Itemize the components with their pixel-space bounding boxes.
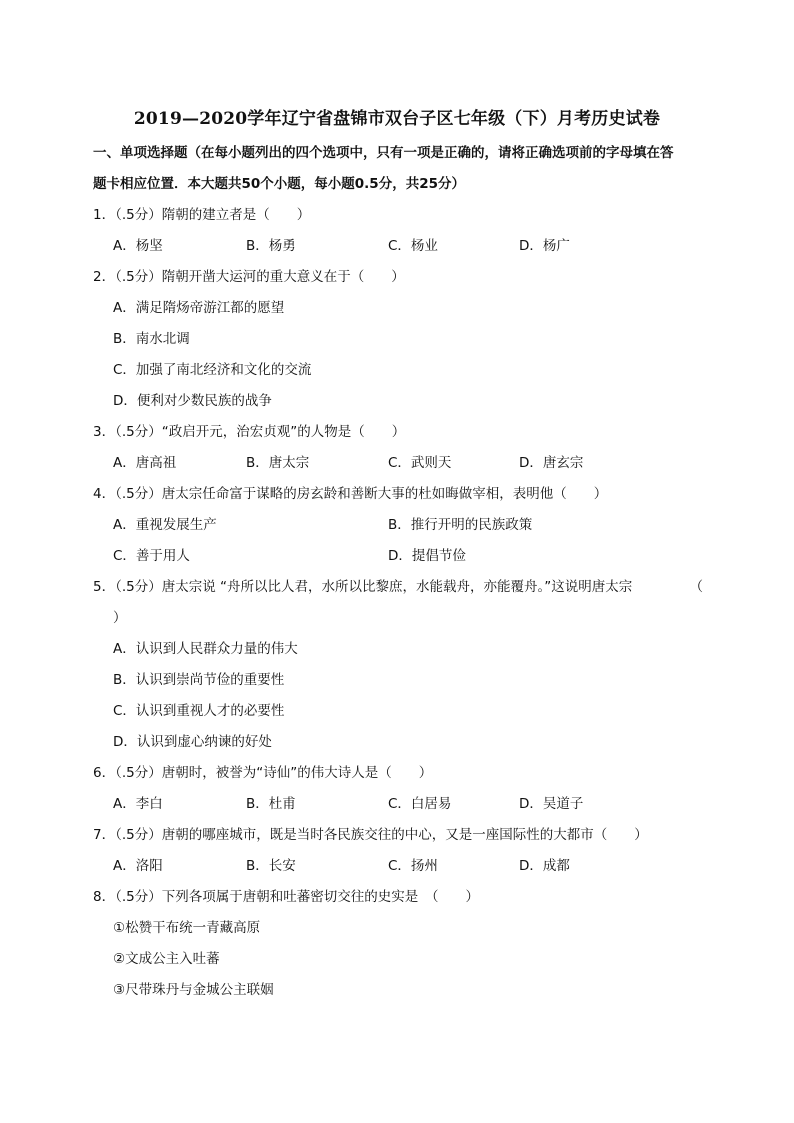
question-1-option-c: C．杨业 xyxy=(388,238,438,254)
question-3-option-c: C．武则天 xyxy=(388,455,452,471)
question-4-option-b: B．推行开明的民族政策 xyxy=(388,517,533,533)
question-4-option-a: A．重视发展生产 xyxy=(113,517,217,533)
question-8-item-2: ②文成公主入吐蕃 xyxy=(113,951,220,967)
question-5-option-a: A．认识到人民群众力量的伟大 xyxy=(113,641,298,657)
question-5-stem-text: 5．（.5分）唐太宗说 “舟所以比人君，水所以比黎庶，水能载舟，亦能覆舟。”这说明唐太宗 xyxy=(93,579,633,595)
page-title: 2019—2020学年辽宁省盘锦市双台子区七年级（下）月考历史试卷 xyxy=(133,109,661,129)
question-5-option-c: C．认识到重视人才的必要性 xyxy=(113,703,285,719)
question-3-stem: 3．（.5分）“政启开元，治宏贞观”的人物是（ ） xyxy=(93,424,406,440)
question-4-options-row-2 xyxy=(93,541,705,572)
question-3-option-b: B．唐太宗 xyxy=(246,455,310,471)
question-1-stem: 1．（.5分）隋朝的建立者是（ ） xyxy=(93,207,311,223)
section-instruction-line-2: 题卡相应位置．本大题共50个小题，每小题0.5分，共25分） xyxy=(93,176,465,192)
question-5-paren-open: （ xyxy=(689,579,703,595)
question-5-paren-close: ） xyxy=(113,610,127,626)
question-3-option-d: D．唐玄宗 xyxy=(519,455,584,471)
question-5-option-b: B．认识到崇尚节俭的重要性 xyxy=(113,672,285,688)
question-5-option-d: D．认识到虚心纳谏的好处 xyxy=(113,734,272,750)
question-3-options xyxy=(93,448,705,479)
question-list xyxy=(93,200,705,1006)
question-1-option-a: A．杨坚 xyxy=(113,238,163,254)
question-3-option-a: A．唐高祖 xyxy=(113,455,177,471)
question-6-option-b: B．杜甫 xyxy=(246,796,296,812)
question-7-option-b: B．长安 xyxy=(246,858,296,874)
question-7-option-c: C．扬州 xyxy=(388,858,438,874)
question-4-stem: 4．（.5分）唐太宗任命富于谋略的房玄龄和善断大事的杜如晦做宰相，表明他（ ） xyxy=(93,486,608,502)
question-5-stem xyxy=(93,572,705,603)
question-8-item-1: ①松赞干布统一青藏高原 xyxy=(113,920,261,936)
question-6-options xyxy=(93,789,705,820)
question-6-stem: 6．（.5分）唐朝时，被誉为“诗仙”的伟大诗人是（ ） xyxy=(93,765,433,781)
question-8-stem: 8．（.5分）下列各项属于唐朝和吐蕃密切交往的史实是 （ ） xyxy=(93,889,479,905)
question-1-options xyxy=(93,231,705,262)
question-7-option-d: D．成都 xyxy=(519,858,570,874)
question-1-option-b: B．杨勇 xyxy=(246,238,296,254)
question-2-stem: 2．（.5分）隋朝开凿大运河的重大意义在于（ ） xyxy=(93,269,405,285)
question-2-option-d: D．便利对少数民族的战争 xyxy=(113,393,272,409)
section-instruction-line-1: 一、单项选择题（在每小题列出的四个选项中，只有一项是正确的，请将正确选项前的字母填在答 xyxy=(93,145,674,161)
question-7-option-a: A．洛阳 xyxy=(113,858,163,874)
question-2-option-c: C．加强了南北经济和文化的交流 xyxy=(113,362,312,378)
question-2-option-b: B．南水北调 xyxy=(113,331,190,347)
question-8-item-3: ③尺带珠丹与金城公主联姻 xyxy=(113,982,274,998)
question-6-option-d: D．吴道子 xyxy=(519,796,584,812)
question-7-options xyxy=(93,851,705,882)
question-4-option-d: D．提倡节俭 xyxy=(388,548,466,564)
question-7-stem: 7．（.5分）唐朝的哪座城市，既是当时各民族交往的中心，又是一座国际性的大都市（ ） xyxy=(93,827,648,843)
question-4-options-row-1 xyxy=(93,510,705,541)
question-1-option-d: D．杨广 xyxy=(519,238,570,254)
question-6-option-c: C．白居易 xyxy=(388,796,452,812)
section-heading xyxy=(93,138,705,200)
question-2-option-a: A．满足隋炀帝游江都的愿望 xyxy=(113,300,285,316)
question-6-option-a: A．李白 xyxy=(113,796,163,812)
question-4-option-c: C．善于用人 xyxy=(113,548,190,564)
